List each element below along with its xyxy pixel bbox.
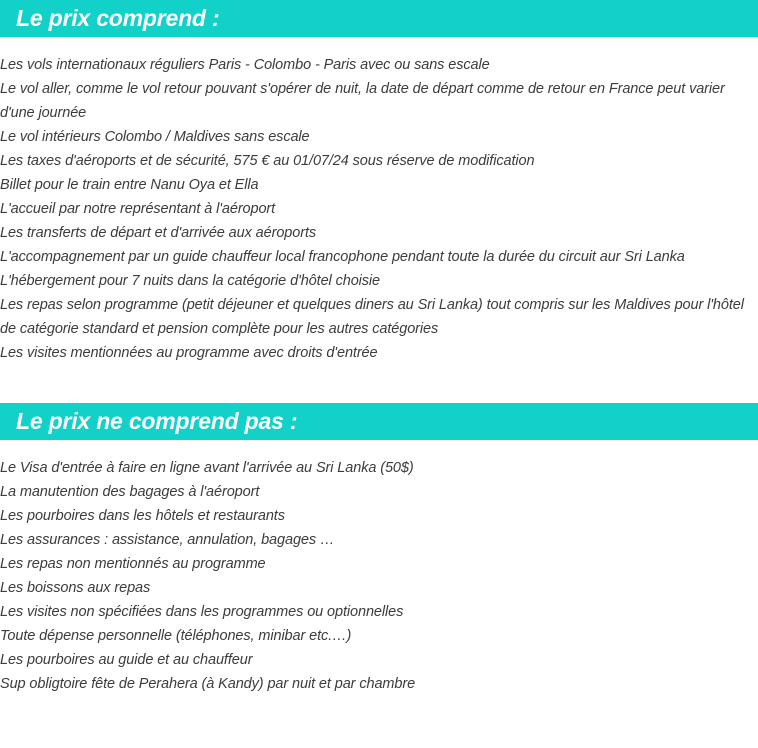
list-item: Le Visa d'entrée à faire en ligne avant l'arrivée au Sri Lanka (50$) [0, 460, 414, 476]
price-excludes-list [0, 440, 758, 696]
list-item: Toute dépense personnelle (téléphones, minibar etc.…) [0, 628, 352, 644]
list-item: L'accompagnement par un guide chauffeur local francophone pendant toute la durée du circuit aur Sri Lanka [0, 249, 685, 265]
list-item: Les assurances : assistance, annulation, bagages … [0, 532, 335, 548]
list-item: Les pourboires au guide et au chauffeur [0, 652, 253, 668]
price-includes-title: Le prix comprend : [16, 5, 220, 31]
price-excludes-title: Le prix ne comprend pas : [16, 408, 298, 434]
list-item: Les vols internationaux réguliers Paris - Colombo - Paris avec ou sans escale [0, 57, 490, 73]
list-item: Les taxes d'aéroports et de sécurité, 575 € au 01/07/24 sous réserve de modification [0, 153, 535, 169]
price-excludes-header [0, 403, 758, 440]
list-item: Le vol intérieurs Colombo / Maldives sans escale [0, 129, 310, 145]
price-includes-list [0, 37, 758, 365]
price-includes-header [0, 0, 758, 37]
list-item: Sup obligtoire fête de Perahera (à Kandy) par nuit et par chambre [0, 676, 416, 692]
list-item: Les boissons aux repas [0, 580, 151, 596]
list-item: L'hébergement pour 7 nuits dans la catégorie d'hôtel choisie [0, 273, 381, 289]
list-item: Les visites mentionnées au programme avec droits d'entrée [0, 345, 378, 361]
price-includes-section [0, 0, 758, 365]
list-item: Les pourboires dans les hôtels et restaurants [0, 508, 285, 524]
list-item: Billet pour le train entre Nanu Oya et Ella [0, 177, 259, 193]
list-item: L'accueil par notre représentant à l'aéroport [0, 201, 276, 217]
list-item: La manutention des bagages à l'aéroport [0, 484, 260, 500]
list-item: Les transferts de départ et d'arrivée aux aéroports [0, 225, 317, 241]
list-item: Les repas non mentionnés au programme [0, 556, 266, 572]
list-item: Le vol aller, comme le vol retour pouvant s'opérer de nuit, la date de départ comme de retour en France peut varier d'une journée [0, 81, 725, 121]
list-item: Les repas selon programme (petit déjeuner et quelques diners au Sri Lanka) tout compris sur les Maldives pour l'hôtel de catégorie standard et pension complète pour les autres catégories [0, 297, 744, 337]
list-item: Les visites non spécifiées dans les programmes ou optionnelles [0, 604, 404, 620]
price-excludes-section [0, 403, 758, 696]
